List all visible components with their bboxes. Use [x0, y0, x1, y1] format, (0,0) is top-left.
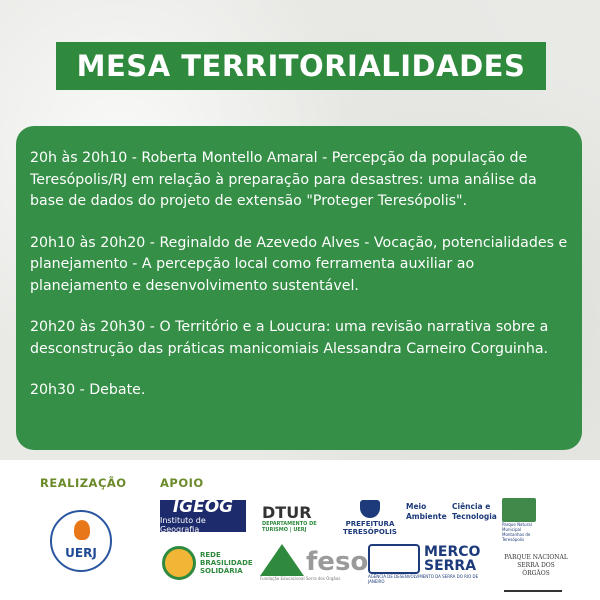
page-title: MESA TERRITORIALIDADES [76, 49, 526, 83]
uerj-text: UERJ [65, 546, 97, 560]
dtur-title: DTUR [262, 503, 312, 522]
prefeitura-logo [342, 500, 398, 536]
schedule-item-2: 20h10 às 20h20 - Reginaldo de Azevedo Alves - Vocação, potencialidades e planejamento - A percepção local como ferramenta auxiliar ao planejamento e desenvolvimento sustentável. [30, 234, 568, 294]
apoio-label: APOIO [160, 476, 204, 490]
sponsors-footer [0, 460, 600, 600]
mountain-icon [260, 544, 304, 576]
dtur-logo [262, 504, 334, 533]
mercoserra-title: MERCO SERRA [424, 544, 481, 574]
igeog-logo [160, 497, 246, 534]
prefeitura-line1: PREFEITURA [345, 520, 395, 528]
uerj-logo [50, 510, 112, 572]
feso-title: feso [306, 547, 369, 577]
realizacao-label: REALIZAÇÃO [40, 476, 127, 490]
parque-municipal-logo [502, 498, 542, 542]
mountain-icon [504, 578, 562, 592]
rede-logo [162, 546, 253, 580]
mountain-icon [502, 498, 536, 522]
secretarias-logo [400, 502, 496, 536]
feso-logo [260, 544, 369, 581]
globe-icon [162, 546, 196, 580]
rede-text: REDE BRASILIDADE SOLIDÁRIA [200, 551, 253, 575]
feso-subtitle: Fundação Educacional Serra dos Órgãos [260, 576, 341, 581]
schedule-item-3: 20h20 às 20h30 - O Território e a Loucura: uma revisão narrativa sobre a desconstrução das práticas manicomiais Alessandra Carneiro Corguinha. [30, 319, 549, 357]
skyline-icon [368, 544, 420, 574]
dtur-subtitle: DEPARTAMENTO DE TURISMO | UERJ [262, 521, 317, 533]
igeog-subtitle: Instituto de Geografia [160, 516, 206, 534]
schedule-item-1: 20h às 20h10 - Roberta Montello Amaral - Percepção da população de Teresópolis/RJ em relação à preparação para desastres: uma análise da base de dados do projeto de extensão "Proteger Teresópolis". [30, 150, 537, 209]
mercoserra-subtitle: AGÊNCIA DE DESENVOLVIMENTO DA SERRA DO RIO DE JANEIRO [368, 574, 479, 584]
parque-nacional-logo [504, 554, 568, 592]
uerj-seal-icon [50, 510, 112, 572]
igeog-title: IGEOG [172, 497, 234, 517]
prefeitura-line2: TERESÓPOLIS [343, 528, 397, 536]
schedule-item-4: 20h30 - Debate. [30, 382, 146, 398]
schedule-panel [16, 126, 582, 450]
meio-ambiente-text: Meio Ambiente [406, 502, 447, 521]
ciencia-tecnologia-text: Ciência e Tecnologia [452, 502, 497, 521]
parque-nacional-text: PARQUE NACIONAL SERRA DOS ÓRGÃOS [504, 554, 568, 577]
title-banner [56, 42, 546, 90]
crest-icon [360, 500, 380, 518]
flame-icon [74, 520, 90, 540]
parque-municipal-text: Parque Natural Municipal Montanhas de Teresópolis [502, 522, 532, 542]
mercoserra-logo [368, 544, 492, 584]
